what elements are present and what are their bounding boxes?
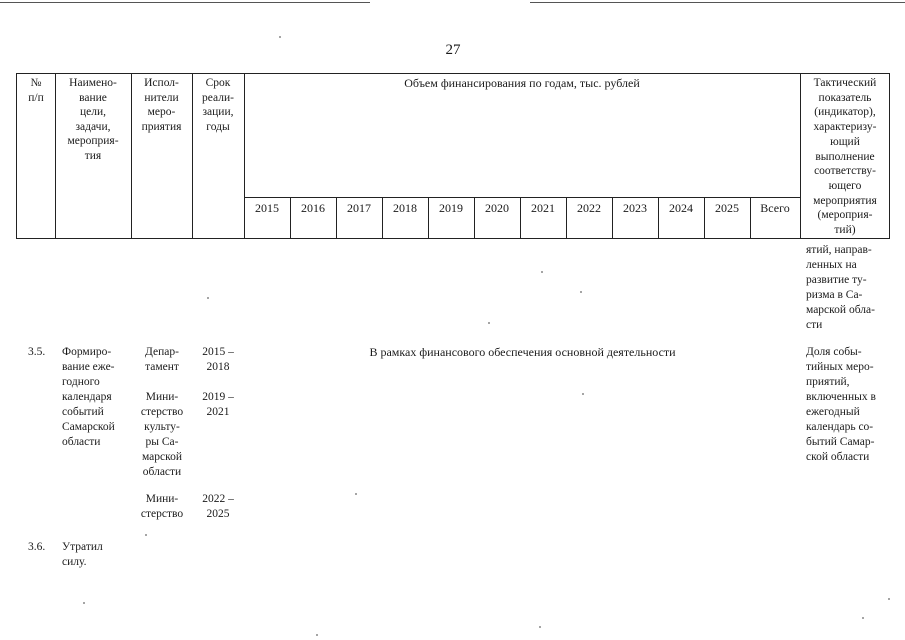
row-funding-note: В рамках финансового обеспечения основной деятельности [369,345,676,359]
row-executor-2: Мини- стерство культу- ры Са- марской области [140,391,184,478]
row-name: Формиро- вание еже- годного календаря событий Самарской области [62,346,115,448]
row-term-3: 2022 – 2025 [202,493,234,520]
row-term-1: 2015 – 2018 [202,346,234,373]
header-col-indicator: Тактический показатель (индикатор), характеризу- ющий выполнение соответству- ющего мероприятия (мероприя- тий) [813,77,877,237]
scan-edge-line [530,2,905,3]
year-total: Всего [760,201,790,215]
year-2022: 2022 [577,201,601,215]
row-term-2: 2019 – 2021 [202,391,234,418]
header-col-number: № п/п [28,77,44,104]
row-indicator: Доля собы- тийных меро- приятий, включенных в ежегодный календарь со- бытий Самар- ской области [806,346,876,463]
row-name: Утратил силу. [62,541,103,568]
year-2021: 2021 [531,201,555,215]
row-executor-3: Мини- стерство [140,493,184,520]
row-number: 3.6. [28,541,46,553]
header-col-term: Срок реали- зации, годы [202,77,234,133]
row-executor-1: Депар- тамент [145,346,179,373]
header-funding-title: Объем финансирования по годам, тыс. рублей [404,76,640,90]
year-2019: 2019 [439,201,463,215]
year-2015: 2015 [255,201,279,215]
year-2016: 2016 [301,201,325,215]
page-number: 27 [445,42,461,58]
year-2025: 2025 [715,201,739,215]
row-number: 3.5. [28,346,46,358]
header-col-name: Наимено- вание цели, задачи, мероприя- тия [67,77,119,162]
year-2024: 2024 [669,201,693,215]
year-2023: 2023 [623,201,647,215]
year-2018: 2018 [393,201,417,215]
year-2020: 2020 [485,201,509,215]
scan-edge-line [0,2,370,3]
carryover-indicator: ятий, направ- ленных на развитие ту- ризма в Са- марской обла- сти [806,244,875,331]
header-col-executor: Испол- нители меро- приятия [141,77,182,133]
year-2017: 2017 [347,201,371,215]
